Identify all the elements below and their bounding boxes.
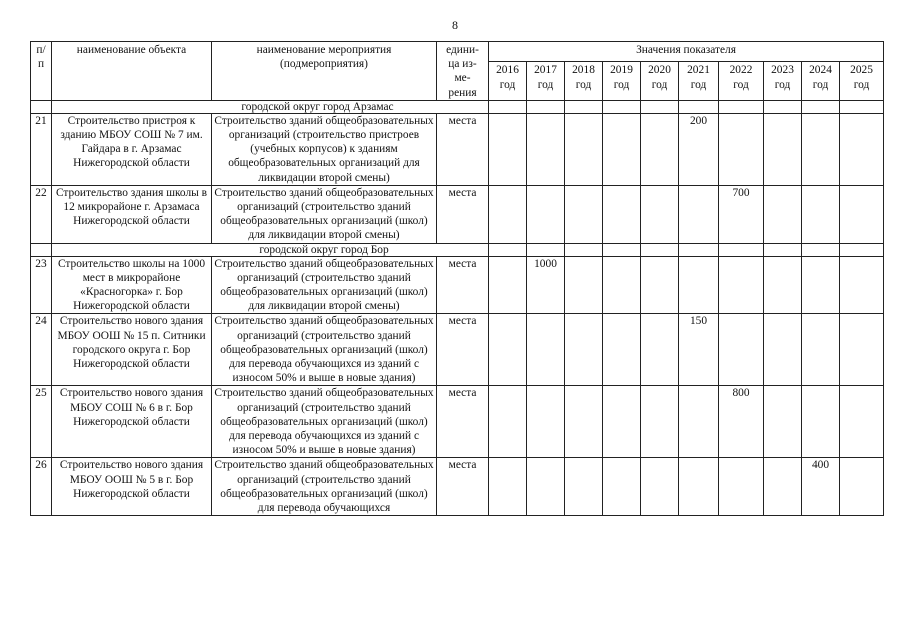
value-cell (679, 458, 719, 516)
value-cell (565, 113, 603, 185)
measure-name: Строительство зданий общеобразовательных организаций (строительство зданий общеобразовательных организаций (школ) для перевода обучающихся из зданий с износом 50% и выше в новые здания) (212, 314, 437, 386)
row-number: 26 (31, 458, 52, 516)
value-cell (802, 185, 840, 243)
value-cell (840, 256, 884, 314)
value-cell (489, 386, 527, 458)
header-unit: едини- ца из- ме- рения (437, 42, 489, 101)
region-num-cell (31, 243, 52, 256)
table-header (31, 42, 884, 101)
table-row (31, 256, 884, 314)
region-value-cell (489, 243, 527, 256)
value-cell (802, 113, 840, 185)
value-cell (719, 113, 764, 185)
row-number: 21 (31, 113, 52, 185)
value-cell (603, 314, 641, 386)
region-value-cell (840, 243, 884, 256)
value-cell: 700 (719, 185, 764, 243)
value-cell: 800 (719, 386, 764, 458)
region-label: городской округ город Арзамас (52, 100, 489, 113)
value-cell (641, 386, 679, 458)
region-row (31, 243, 884, 256)
region-value-cell (719, 100, 764, 113)
header-year: 2021 год (679, 62, 719, 100)
value-cell (489, 458, 527, 516)
value-cell (719, 256, 764, 314)
region-value-cell (802, 243, 840, 256)
region-num-cell (31, 100, 52, 113)
measure-name: Строительство зданий общеобразовательных организаций (строительство зданий общеобразовательных организаций (школ) для перевода обучающихся из зданий с износом 50% и выше в новые здания) (212, 386, 437, 458)
object-name: Строительство нового здания МБОУ СОШ № 6 в г. Бор Нижегородской области (52, 386, 212, 458)
measure-name: Строительство зданий общеобразовательных организаций (строительство зданий общеобразовательных организаций (школ) для перевода обучающихся (212, 458, 437, 516)
value-cell (802, 314, 840, 386)
header-num: п/ п (31, 42, 52, 101)
row-number: 25 (31, 386, 52, 458)
table-row (31, 314, 884, 386)
region-value-cell (489, 100, 527, 113)
region-value-cell (527, 243, 565, 256)
object-name: Строительство школы на 1000 мест в микрорайоне «Красногорка» г. Бор Нижегородской области (52, 256, 212, 314)
value-cell (527, 458, 565, 516)
region-value-cell (527, 100, 565, 113)
value-cell (840, 386, 884, 458)
region-value-cell (603, 100, 641, 113)
value-cell (764, 185, 802, 243)
value-cell (603, 458, 641, 516)
value-cell (527, 185, 565, 243)
value-cell (764, 113, 802, 185)
region-value-cell (565, 243, 603, 256)
table-row (31, 458, 884, 516)
row-number: 24 (31, 314, 52, 386)
value-cell (641, 113, 679, 185)
row-number: 22 (31, 185, 52, 243)
table-row (31, 113, 884, 185)
region-value-cell (641, 243, 679, 256)
unit-cell: места (437, 386, 489, 458)
region-value-cell (641, 100, 679, 113)
object-name: Строительство пристроя к зданию МБОУ СОШ № 7 им. Гайдара в г. Арзамас Нижегородской области (52, 113, 212, 185)
region-value-cell (565, 100, 603, 113)
value-cell (764, 458, 802, 516)
region-row (31, 100, 884, 113)
value-cell (565, 185, 603, 243)
value-cell (840, 458, 884, 516)
value-cell (840, 185, 884, 243)
page-number: 8 (452, 18, 458, 32)
value-cell (565, 256, 603, 314)
header-year: 2016 год (489, 62, 527, 100)
row-number: 23 (31, 256, 52, 314)
header-year: 2020 год (641, 62, 679, 100)
value-cell: 150 (679, 314, 719, 386)
table-body (31, 100, 884, 515)
object-name: Строительство здания школы в 12 микрорайоне г. Арзамаса Нижегородской области (52, 185, 212, 243)
header-year: 2017 год (527, 62, 565, 100)
unit-cell: места (437, 256, 489, 314)
value-cell (840, 314, 884, 386)
value-cell (802, 386, 840, 458)
value-cell (641, 256, 679, 314)
region-value-cell (603, 243, 641, 256)
value-cell (603, 185, 641, 243)
region-value-cell (719, 243, 764, 256)
header-measure: наименование мероприятия (подмероприятия) (212, 42, 437, 101)
region-value-cell (802, 100, 840, 113)
unit-cell: места (437, 314, 489, 386)
header-object: наименование объекта (52, 42, 212, 101)
header-year: 2023 год (764, 62, 802, 100)
header-year: 2025 год (840, 62, 884, 100)
value-cell (489, 113, 527, 185)
header-year: 2022 год (719, 62, 764, 100)
value-cell (679, 386, 719, 458)
value-cell (489, 314, 527, 386)
value-cell (840, 113, 884, 185)
header-year: 2018 год (565, 62, 603, 100)
header-year: 2019 год (603, 62, 641, 100)
header-year: 2024 год (802, 62, 840, 100)
table-row (31, 386, 884, 458)
value-cell (679, 185, 719, 243)
indicator-table (30, 41, 884, 516)
region-value-cell (679, 100, 719, 113)
value-cell (603, 386, 641, 458)
value-cell (679, 256, 719, 314)
unit-cell: места (437, 185, 489, 243)
value-cell (719, 314, 764, 386)
region-value-cell (840, 100, 884, 113)
value-cell (764, 256, 802, 314)
measure-name: Строительство зданий общеобразовательных организаций (строительство зданий общеобразовательных организаций (школ) для ликвидации второй смены) (212, 185, 437, 243)
value-cell: 400 (802, 458, 840, 516)
value-cell (565, 386, 603, 458)
value-cell (489, 256, 527, 314)
region-value-cell (764, 100, 802, 113)
value-cell (764, 386, 802, 458)
measure-name: Строительство зданий общеобразовательных организаций (строительство пристроев (учебных корпусов) к зданиям общеобразовательных организаций для ликвидации второй смены) (212, 113, 437, 185)
unit-cell: места (437, 113, 489, 185)
object-name: Строительство нового здания МБОУ ООШ № 5 в г. Бор Нижегородской области (52, 458, 212, 516)
value-cell (603, 113, 641, 185)
region-value-cell (679, 243, 719, 256)
value-cell (764, 314, 802, 386)
value-cell (603, 256, 641, 314)
unit-cell: места (437, 458, 489, 516)
value-cell (527, 314, 565, 386)
value-cell (527, 113, 565, 185)
value-cell (489, 185, 527, 243)
measure-name: Строительство зданий общеобразовательных организаций (строительство зданий общеобразовательных организаций (школ) для ликвидации второй смены) (212, 256, 437, 314)
value-cell (641, 185, 679, 243)
value-cell (527, 386, 565, 458)
value-cell: 1000 (527, 256, 565, 314)
table-row (31, 185, 884, 243)
value-cell (641, 458, 679, 516)
value-cell (641, 314, 679, 386)
value-cell (565, 314, 603, 386)
value-cell (565, 458, 603, 516)
value-cell: 200 (679, 113, 719, 185)
value-cell (719, 458, 764, 516)
value-cell (802, 256, 840, 314)
region-value-cell (764, 243, 802, 256)
object-name: Строительство нового здания МБОУ ООШ № 15 п. Ситники городского округа г. Бор Нижегородской области (52, 314, 212, 386)
header-values-group: Значения показателя (489, 42, 884, 62)
region-label: городской округ город Бор (52, 243, 489, 256)
